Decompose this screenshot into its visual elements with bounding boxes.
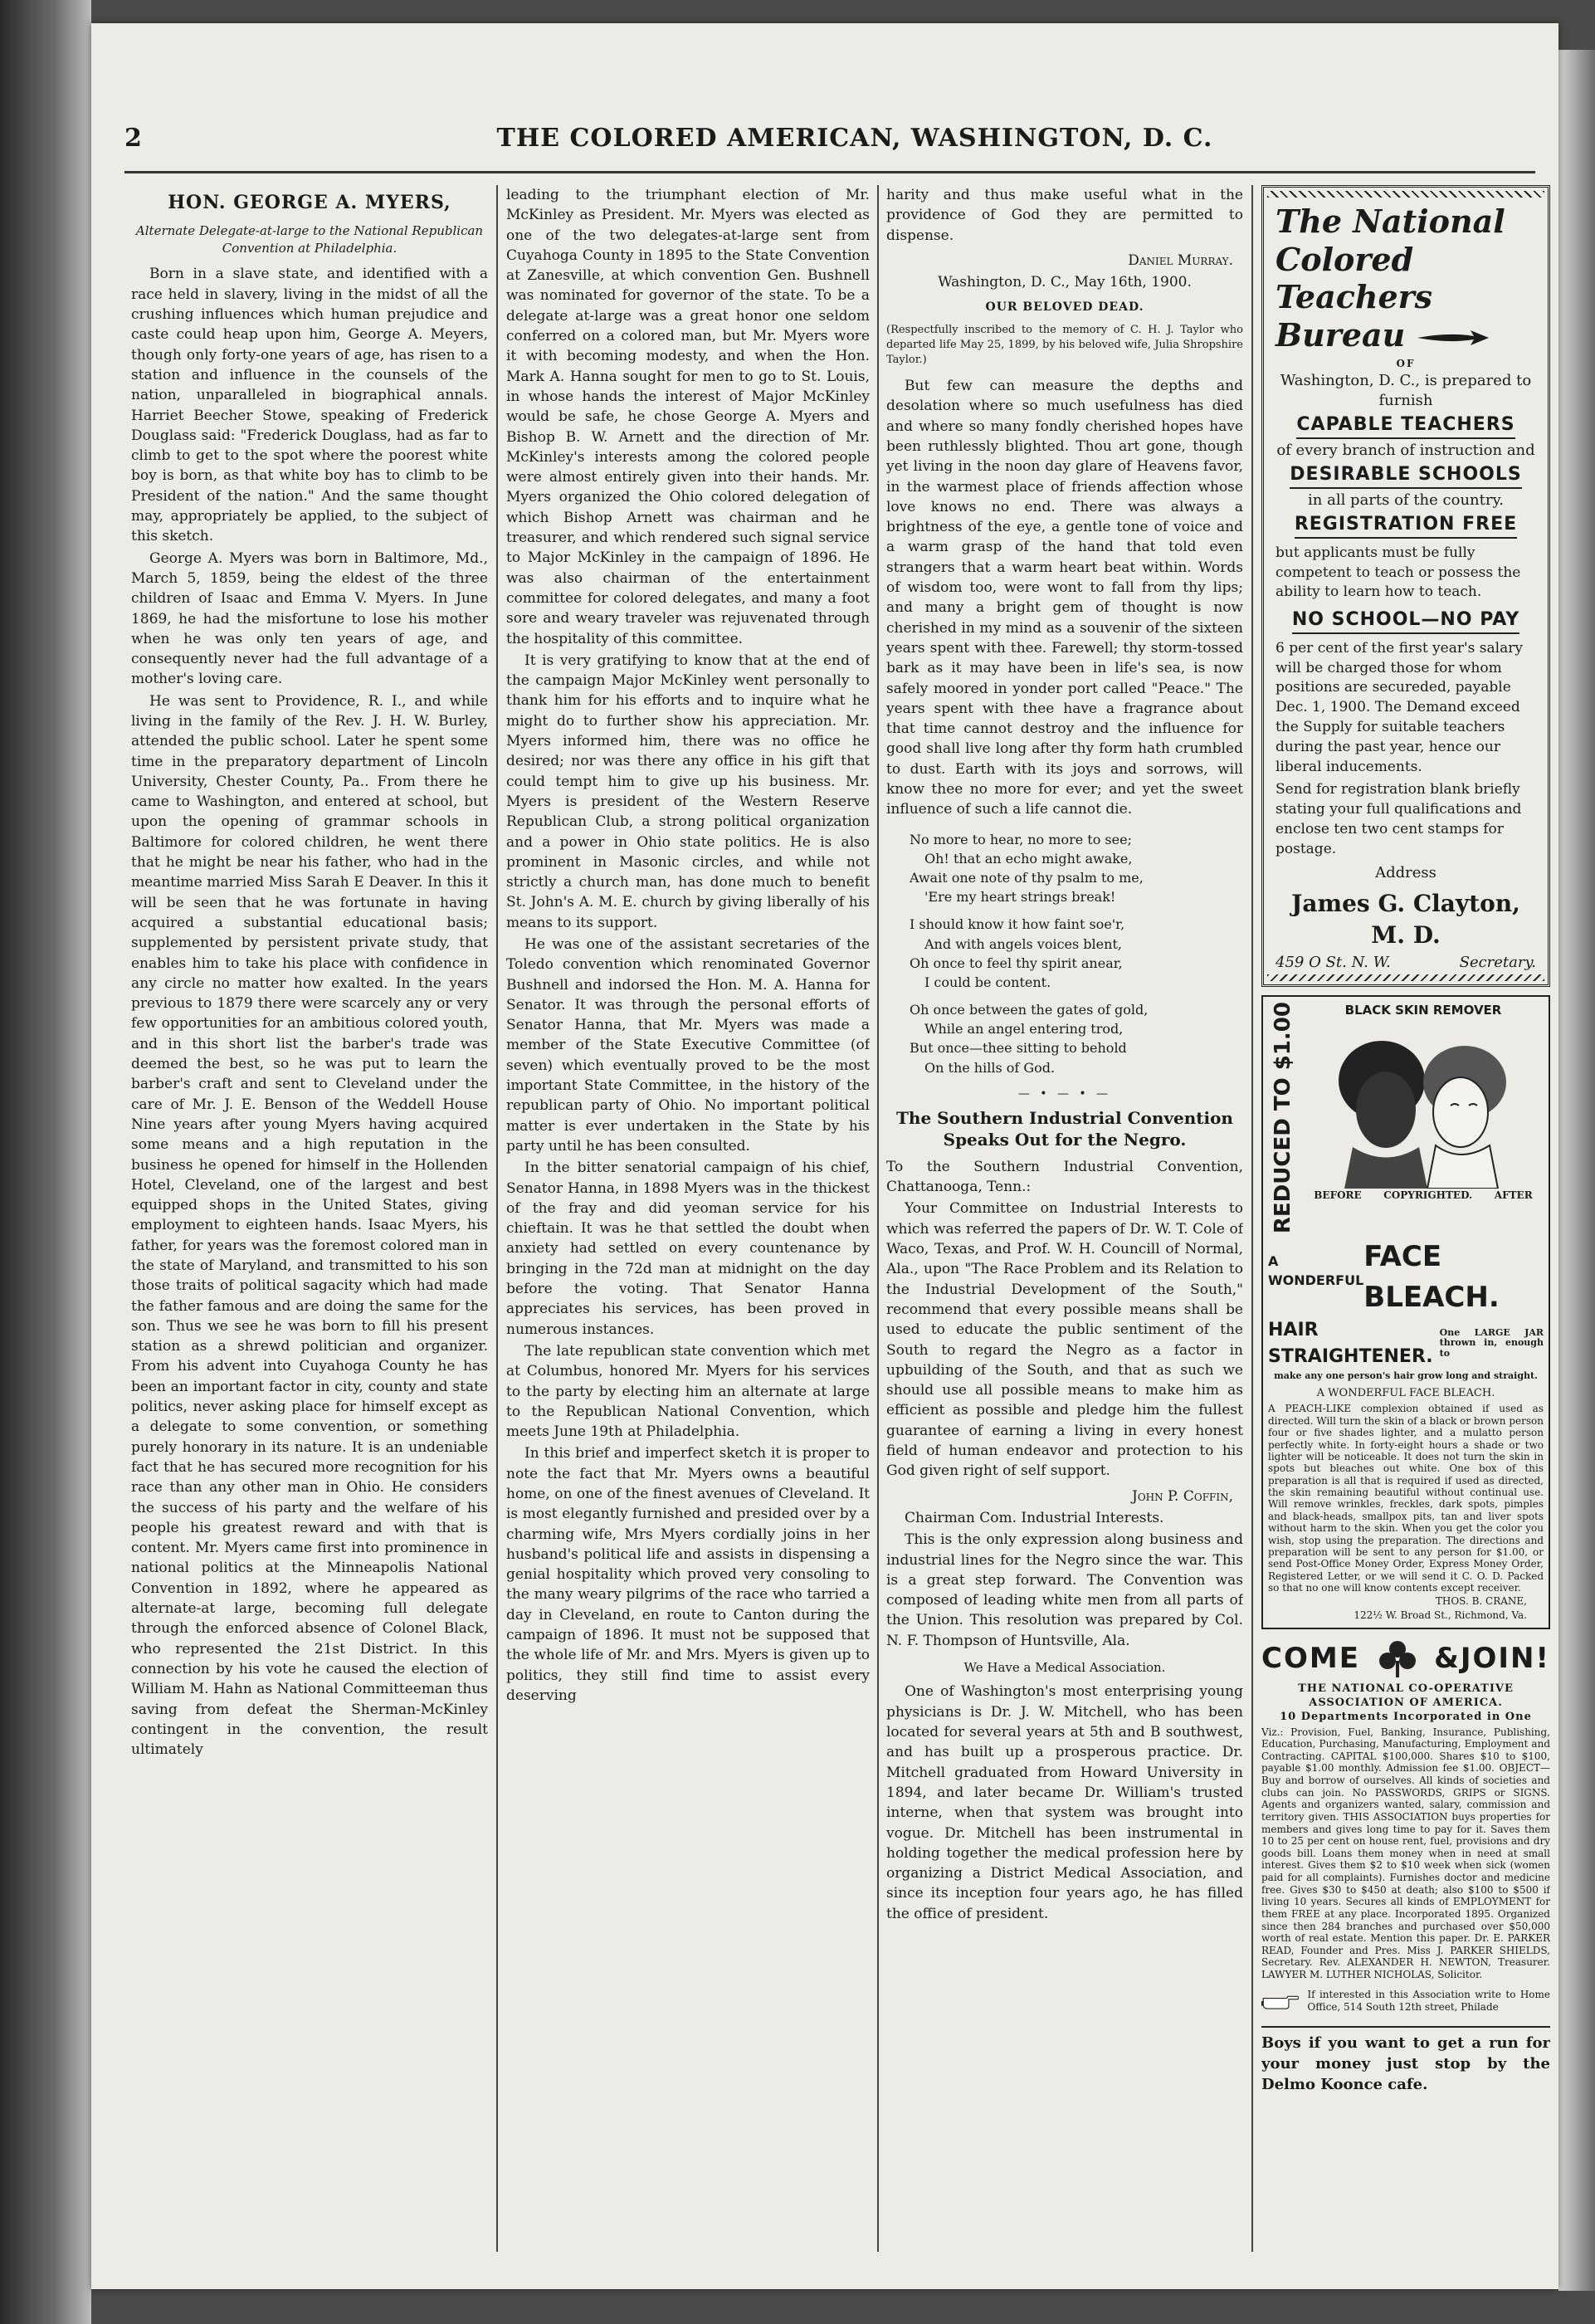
- article-paragraph: It is very gratifying to know that at the end of the campaign Major McKinley went personally to thank him for his efforts and to inquire what he might do to further show his appreciation. Mr. Myers informed him, there was no office he desired; nor was there any office in his gift that could tempt him to give up his business. Mr. Myers is president of the Western Reserve Republican Club, a strong political organization and a power in Ohio state politics. He is also prominent in Masonic circles, and while not strictly a church man, has done much to benefit St. John's A. M. E. church by giving liberally of his means to its support.: [506, 652, 870, 931]
- bureau-title-text: The National Colored Teachers Bureau: [1276, 203, 1505, 354]
- article-signature: Daniel Murray.: [1128, 251, 1233, 269]
- article-heading: HON. GEORGE A. MYERS,: [168, 192, 451, 213]
- bleach-captions: [1303, 1189, 1544, 1203]
- bureau-text: 6 per cent of the first year's salary will be charged those for whom positions are secureded, payable Dec. 1, 1900. The Demand exceed the Supply for suitable teachers during the past year, hence our liberal inducements.: [1276, 639, 1523, 775]
- bureau-text: Washington, D. C., is prepared to furnish: [1280, 371, 1532, 409]
- newspaper-title: THE COLORED AMERICAN, WASHINGTON, D. C.: [496, 123, 1213, 153]
- section-heading: The Southern Industrial Convention Speaks Out for the Negro.: [896, 1107, 1233, 1150]
- coop-title: [1261, 1682, 1550, 1725]
- cafe-notice: Boys if you want to get a run for your money just stop by the Delmo Koonce cafe.: [1261, 2034, 1550, 2094]
- poem-line: I should know it how faint soe'r,: [910, 916, 1125, 933]
- before-after-portrait-icon: [1303, 1023, 1544, 1189]
- column-rule: [877, 185, 879, 2252]
- poem-line: While an angel entering trod,: [924, 1021, 1124, 1038]
- section-heading: OUR BELOVED DEAD.: [985, 300, 1144, 315]
- scan-edge-left: [0, 0, 91, 2324]
- coop-line: 10 Departments Incorporated in One: [1280, 1710, 1532, 1723]
- article-paragraph: He was sent to Providence, R. I., and while living in the family of the Rev. J. H. W. Burley, attended the public school. Later he spent some time in the preparatory department of Lincoln University, Chester County, Pa.. From there he came to Washington, and entered at school, but upon the opening of grammar schools in Baltimore for colored children, he went there that he might be near his father, who had in the meantime married Miss Sarah E Deaver. In this it will be seen that he was fortunate in having acquired a substantial educational basis; supplemented by persistent private study, that enables him to take his place with confidence in any circle no matter how exalted. In the years previous to 1879 there were scarcely any or very few opportunities for an ambitious colored youth, and in this short list the barber's trade was deemed the best, so he was put to learn the barber's craft and sent to Cleveland under the care of Mr. J. E. Benson of the Weddell House Nine years after young Myers having acquired some means and a high reputation in the business he opened for himself in the Hollenden Hotel, Cleveland, one of the largest and best equipped shops in the United States, giving employment to eighteen hands. Isaac Myers, his father, for years was the foremost colored man in the state of Maryland, and transmitted to his son those traits of political sagacity which had made the father famous and are doing the same for the son. Thus we see he was born to fill his present station as a shrewd politician and organizer. From his advent into Cuyahoga County he has been an important factor in city, county and state politics, never asking place for himself except as a delegate to some convention, or something purely honorary in its nature. It is an undeniable fact that he has secured more recognition for his race than any other man in Ohio. He considers the success of his party and the welfare of his people his greatest reward and with that is content. Mr. Myers came first into prominence in national politics at the Minneapolis National Convention in 1892, where he appeared as alternate-at large, becoming full delegate through the enforced absence of Colonel Black, who represented the 21st District. In this connection by his vote he caused the election of William M. Hahn as National Committeeman thus saving from defeat the Sherman-McKinley contingent in the convention, the result ultimately: [131, 692, 488, 1759]
- newspaper-page: [91, 23, 1558, 2289]
- bureau-text: Send for registration blank briefly stating your full qualifications and enclose ten two cent stamps for postage.: [1276, 781, 1522, 857]
- teachers-bureau-ad: [1261, 185, 1550, 987]
- bureau-signature: James G. Clayton, M. D.: [1291, 889, 1520, 949]
- coop-join: &JOIN!: [1434, 1641, 1550, 1675]
- poem: [910, 830, 1243, 1077]
- column-1: [131, 185, 488, 2252]
- article-paragraph: But few can measure the depths and desolation where so much usefulness has died and where so many fondly cherished hopes have been ruthlessly blighted. Thou art gone, though yet living in the noon day glare of Heavens favor, in the warmest place of friends affection whose love knows no end. There was always a brightness of the eye, a gentle tone of voice and a warm grasp of the hand that told even strangers that a warm heart beat within. Words of wisdom too, were wont to fall from thy lips; and many a bright gem of thought is now cherished in my mind as a souvenir of the sixteen years spent with thee. Farewell; thy storm-tossed bark as it may have been in life's sea, is now safely moored in yonder port called "Peace." The years spent with thee have a fragrance about that time cannot destroy and the influence for good shall live long after thy form hath crumbled to dust. Earth with its joys and sorrows, will know thee no more for ever; and yet the sweet influence of such a life cannot die.: [886, 378, 1243, 818]
- coop-line: ASSOCIATION OF AMERICA.: [1309, 1696, 1503, 1709]
- coop-header: [1261, 1638, 1550, 1679]
- bureau-caps: DESIRABLE SCHOOLS: [1290, 462, 1521, 489]
- section-divider: — • — • —: [1017, 1086, 1112, 1101]
- bureau-text: but applicants must be fully competent to teach or possess the ability to learn how to teach.: [1276, 544, 1521, 601]
- article-dateline: Washington, D. C., May 16th, 1900.: [938, 274, 1192, 291]
- bureau-caps: NO SCHOOL—NO PAY: [1292, 608, 1519, 634]
- article-paragraph: leading to the triumphant election of Mr. McKinley as President. Mr. Myers was elected as one of the two delegates-at-large sent from Cuyahoga County in 1895 to the State Convention at Zanesville, at which convention Gen. Bushnell was nominated for governor of the state. To be a delegate at-large was a great honor one seldom conferred on a colored man, but Mr. Myers wore it with becoming modesty, and when the Hon. Mark A. Hanna sought for men to go to St. Louis, in whose hands the interest of Major McKinley would be safe, he chose George A. Myers and Bishop B. W. Arnett and the direction of Mr. McKinley's interests among the colored people were almost entirely given into their hands. Mr. Myers organized the Ohio colored delegation of which Bishop Arnett was chairman and he treasurer, and which rendered such signal service to Major McKinley in the campaign of 1896. He was also chairman of the entertainment committee for colored delegates, and many a foot sore and weary traveler was rejuvenated through the hospitality of this committee.: [506, 187, 870, 647]
- poem-stanza: [910, 830, 1243, 907]
- bleach-top: [1268, 1002, 1544, 1233]
- bleach-illustration: [1303, 1002, 1544, 1218]
- pointing-arrow-icon: [1416, 329, 1490, 347]
- article-subheading: Alternate Delegate-at-large to the National Republican Convention at Philadelphia.: [135, 223, 484, 256]
- page-number: 2: [124, 123, 142, 153]
- coop-line: THE NATIONAL CO-OPERATIVE: [1298, 1682, 1514, 1695]
- bleach-subhead: A WONDERFUL FACE BLEACH.: [1316, 1386, 1495, 1399]
- bleach-hair: HAIR STRAIGHTENER.: [1268, 1320, 1433, 1367]
- bureau-of: OF: [1396, 358, 1416, 370]
- column-2: [506, 185, 870, 2252]
- dedication-note: (Respectfully inscribed to the memory of C. H. J. Taylor who departed life May 25, 1899, by his beloved wife, Julia Shropshire Taylor.): [886, 323, 1243, 366]
- bureau-text: in all parts of the country.: [1308, 491, 1504, 509]
- poem-line: Oh once between the gates of gold,: [910, 1002, 1149, 1018]
- article-signature: John P. Coffin,: [1132, 1487, 1233, 1505]
- poem-line: No more to hear, no more to see;: [910, 831, 1132, 847]
- bleach-face-bleach: FACE BLEACH.: [1363, 1239, 1500, 1314]
- bureau-text: of every branch of instruction and: [1276, 441, 1535, 459]
- cooperative-ad: [1261, 1638, 1550, 2018]
- poem-stanza: [910, 1000, 1243, 1077]
- bureau-address: [1276, 953, 1536, 973]
- bureau-caps: REGISTRATION FREE: [1295, 512, 1517, 539]
- coop-come: COME: [1261, 1641, 1360, 1675]
- bleach-top-label: BLACK SKIN REMOVER: [1344, 1002, 1502, 1018]
- section-heading: We Have a Medical Association.: [963, 1659, 1166, 1675]
- bleach-before-label: BEFORE: [1314, 1189, 1362, 1202]
- bleach-text: A PEACH-LIKE complexion obtained if used as directed. Will turn the skin of a black or brown person four or five shades lighter, and a mulatto person perfectly white. In forty-eight hours a shade or two lighter will be noticeable. It does not turn the skin in spots but bleaches out white. One box of this preparation is all that is required if used as directed, the skin remaining beautiful without continual use. Will remove wrinkles, freckles, dark spots, pimples and black-heads, smallpox pits, tan and liver spots without harm to the skin. When you get the color you wish, stop using the preparation. The directions and preparation will be sent to any person for $1.00, or send Post-Office Money Order, Express Money Order, Registered Letter, or we will send it C. O. D. Packed so that no one will know contents except receiver.: [1268, 1403, 1544, 1594]
- column-rule: [1251, 185, 1253, 2252]
- bleach-price: REDUCED TO $1.00: [1271, 1001, 1295, 1233]
- article-paragraph: Born in a slave state, and identified with a race held in slavery, living in the midst of all the crushing influences which human prejudice and caste could heap upon him, George A. Meyers, though only forty-one years of age, has risen to a station and influence in the counsels of the nation, unparalleled in biographical annals. Harriet Beecher Stowe, speaking of Frederick Douglass said: "Frederick Douglass, had as far to climb to get to the spot where the poorest white boy is born, as that white boy has to climb to be President of the nation." And the same thought may, appropriately be applied, to the subject of this sketch.: [131, 266, 488, 545]
- bureau-title: [1276, 203, 1536, 354]
- coop-text: Viz.: Provision, Fuel, Banking, Insurance, Publishing, Education, Purchasing, Manufacturing, Employment and Contracting. CAPITAL $100,000. Shares $10 to $100, payable $1.00 monthly. Admission fee $1.00. OBJECT—Buy and borrow of ourselves. All kinds of societies and clubs can join. No PASSWORDS, GRIPS or SIGNS. Agents and organizers wanted, salary, commission and territory given. THIS ASSOCIATION buys properties for members and gives long time to pay for it. Saves them 10 to 25 per cent on house rent, fuel, provisions and dry goods bill. Loans them money when in need at small interest. Gives them $2 to $10 week when sick (women paid for all complaints). Furnishes doctor and medicine free. Gives $30 to $450 at death; also $100 to $500 if living 10 years. Secures all kinds of EMPLOYMENT for them FREE at any place. Incorporated 1895. Organized since then 284 branches and purchased over $50,000 worth of real estate. Mention this paper. Dr. E. PARKER READ, Founder and Pres. Miss J. PARKER SHIELDS, Secretary. Rev. ALEXANDER H. NEWTON, Treasurer. LAWYER M. LUTHER NICHOLAS, Solicitor.: [1261, 1726, 1550, 1981]
- article-paragraph: The late republican state convention which met at Columbus, honored Mr. Myers for his services to the party by electing him an alternate at large to the Republican National Convention, which meets June 19th at Philadelphia.: [506, 1342, 870, 1441]
- bleach-hair-note: One LARGE JAR thrown in, enough to: [1439, 1326, 1544, 1359]
- coop-footer: [1261, 1985, 1550, 2018]
- bleach-copyright-label: COPYRIGHTED.: [1383, 1189, 1473, 1202]
- poem-line: But once—thee sitting to behold: [910, 1040, 1127, 1057]
- article-paragraph: He was one of the assistant secretaries of the Toledo convention which renominated Governor Bushnell and indorsed the Hon. M. A. Hanna for Senator. It was through the personal efforts of Senator Hanna, that Mr. Myers was made a member of the State Executive Committee (of seven) which eventually proved to be the most important State Committee, in the history of the republican party of Ohio. No important political matter is ever undertaken in the State by his party until he has been consulted.: [506, 935, 870, 1155]
- poem-line: And with angels voices blent,: [924, 935, 1122, 952]
- poem-line: Oh once to feel thy spirit anear,: [910, 954, 1123, 971]
- poem-line: Oh! that an echo might awake,: [924, 850, 1133, 867]
- bleach-after-label: AFTER: [1494, 1189, 1533, 1202]
- poem-line: On the hills of God.: [924, 1059, 1056, 1076]
- poem-line: 'Ere my heart strings break!: [924, 889, 1116, 906]
- bleach-hair-note-2: make any one person's hair grow long and straight.: [1274, 1370, 1538, 1382]
- article-paragraph: In the bitter senatorial campaign of his chief, Senator Hanna, in 1898 Myers was in the thickest of the fray and did yeoman service for his chieftain. It was he that settled the doubt when anxiety had settled on every countenance by bringing in the 72d man at midnight on the day before the voting. That Senator Hanna appreciates his services, has been proved in numerous instances.: [506, 1160, 870, 1338]
- article-paragraph: George A. Myers was born in Baltimore, Md., March 5, 1859, being the eldest of the three children of Isaac and Emma V. Myers. In June 1869, he had the misfortune to lose his mother when he was only ten years of age, and consequently never had the full advantage of a mother's loving care.: [131, 549, 488, 688]
- coop-footer-text: If interested in this Association write to Home Office, 514 South 12th street, Philade: [1307, 1988, 1550, 2013]
- bureau-caps: CAPABLE TEACHERS: [1296, 413, 1515, 439]
- masthead-rule: [124, 171, 1535, 173]
- article-paragraph: Your Committee on Industrial Interests to which was referred the papers of Dr. W. T. Cole of Waco, Texas, and Prof. W. H. Councill of Normal, Ala., upon "The Race Problem and its Relation to the Industrial Development of the South," recommend that every possible means shall be used to educate the public sentiment of the South to regard the Negro as a factor in upbuilding of the South, and that as such we should use all possible means to make him as efficient as possible and pledge him the fullest guarantee of earning a living in every honest field of human endeavor and protection to his God given right of self support.: [886, 1200, 1243, 1480]
- poem-line: Await one note of thy psalm to me,: [910, 869, 1144, 886]
- article-paragraph: harity and thus make useful what in the providence of God they are permitted to dispense.: [886, 187, 1243, 244]
- scan-edge-right: [1558, 50, 1595, 2291]
- poem-line: I could be content.: [924, 974, 1051, 990]
- bleach-address: 122½ W. Broad St., Richmond, Va.: [1354, 1609, 1527, 1621]
- pointing-hand-icon: [1261, 1985, 1299, 2018]
- bleach-signature: THOS. B. CRANE,: [1435, 1594, 1527, 1607]
- clover-emblem-icon: [1373, 1638, 1422, 1679]
- masthead: [124, 113, 1535, 163]
- article-paragraph: One of Washington's most enterprising young physicians is Dr. J. W. Mitchell, who has been located for several years at 5th and B southwest, and has built up a prosperous practice. Dr. Mitchell graduated from Howard University in 1894, and later became Dr. William's trusted interne, when that system was brought into vogue. Dr. Mitchell has been instrumental in holding together the medical profession here by organizing a District Medical Association, and since its inception four years ago, he has filled the office of president.: [886, 1683, 1243, 1922]
- article-address: To the Southern Industrial Convention, Chattanooga, Tenn.:: [886, 1158, 1243, 1196]
- bureau-street: 459 O St. N. W.: [1276, 953, 1391, 971]
- article-paragraph: This is the only expression along business and industrial lines for the Negro since the war. This is a great step forward. The Convention was composed of leading white men from all parts of the Union. This resolution was prepared by Col. N. F. Thompson of Huntsville, Ala.: [886, 1531, 1243, 1649]
- column-rule: [496, 185, 498, 2252]
- bleach-hair-row: [1268, 1317, 1544, 1370]
- bureau-role: Secretary.: [1459, 953, 1536, 971]
- bleach-wonderful: A WONDERFUL: [1268, 1252, 1364, 1288]
- poem-stanza: [910, 915, 1243, 992]
- article-signature-title: Chairman Com. Industrial Interests.: [905, 1509, 1164, 1526]
- face-bleach-ad: [1261, 995, 1550, 1629]
- column-3: [886, 185, 1243, 2252]
- article-paragraph: In this brief and imperfect sketch it is proper to note the fact that Mr. Myers owns a beautiful home, on one of the finest avenues of Cleveland. It is most elegantly furnished and presided over by a charming wife, Mrs Myers cordially joins in her husband's political life and assists in dispensing a genial hospitality which proved very consoling to the many weary pilgrims of the race who tarried a day in Cleveland, en route to Canton during the campaign of 1896. It must not be supposed that the whole life of Mr. and Mrs. Myers is given up to politics, they still find time to assist every deserving: [506, 1445, 870, 1704]
- ad-divider: [1261, 2026, 1550, 2028]
- bureau-address-label: Address: [1375, 863, 1436, 881]
- column-4: [1261, 185, 1550, 2252]
- bleach-banner: [1268, 1237, 1544, 1317]
